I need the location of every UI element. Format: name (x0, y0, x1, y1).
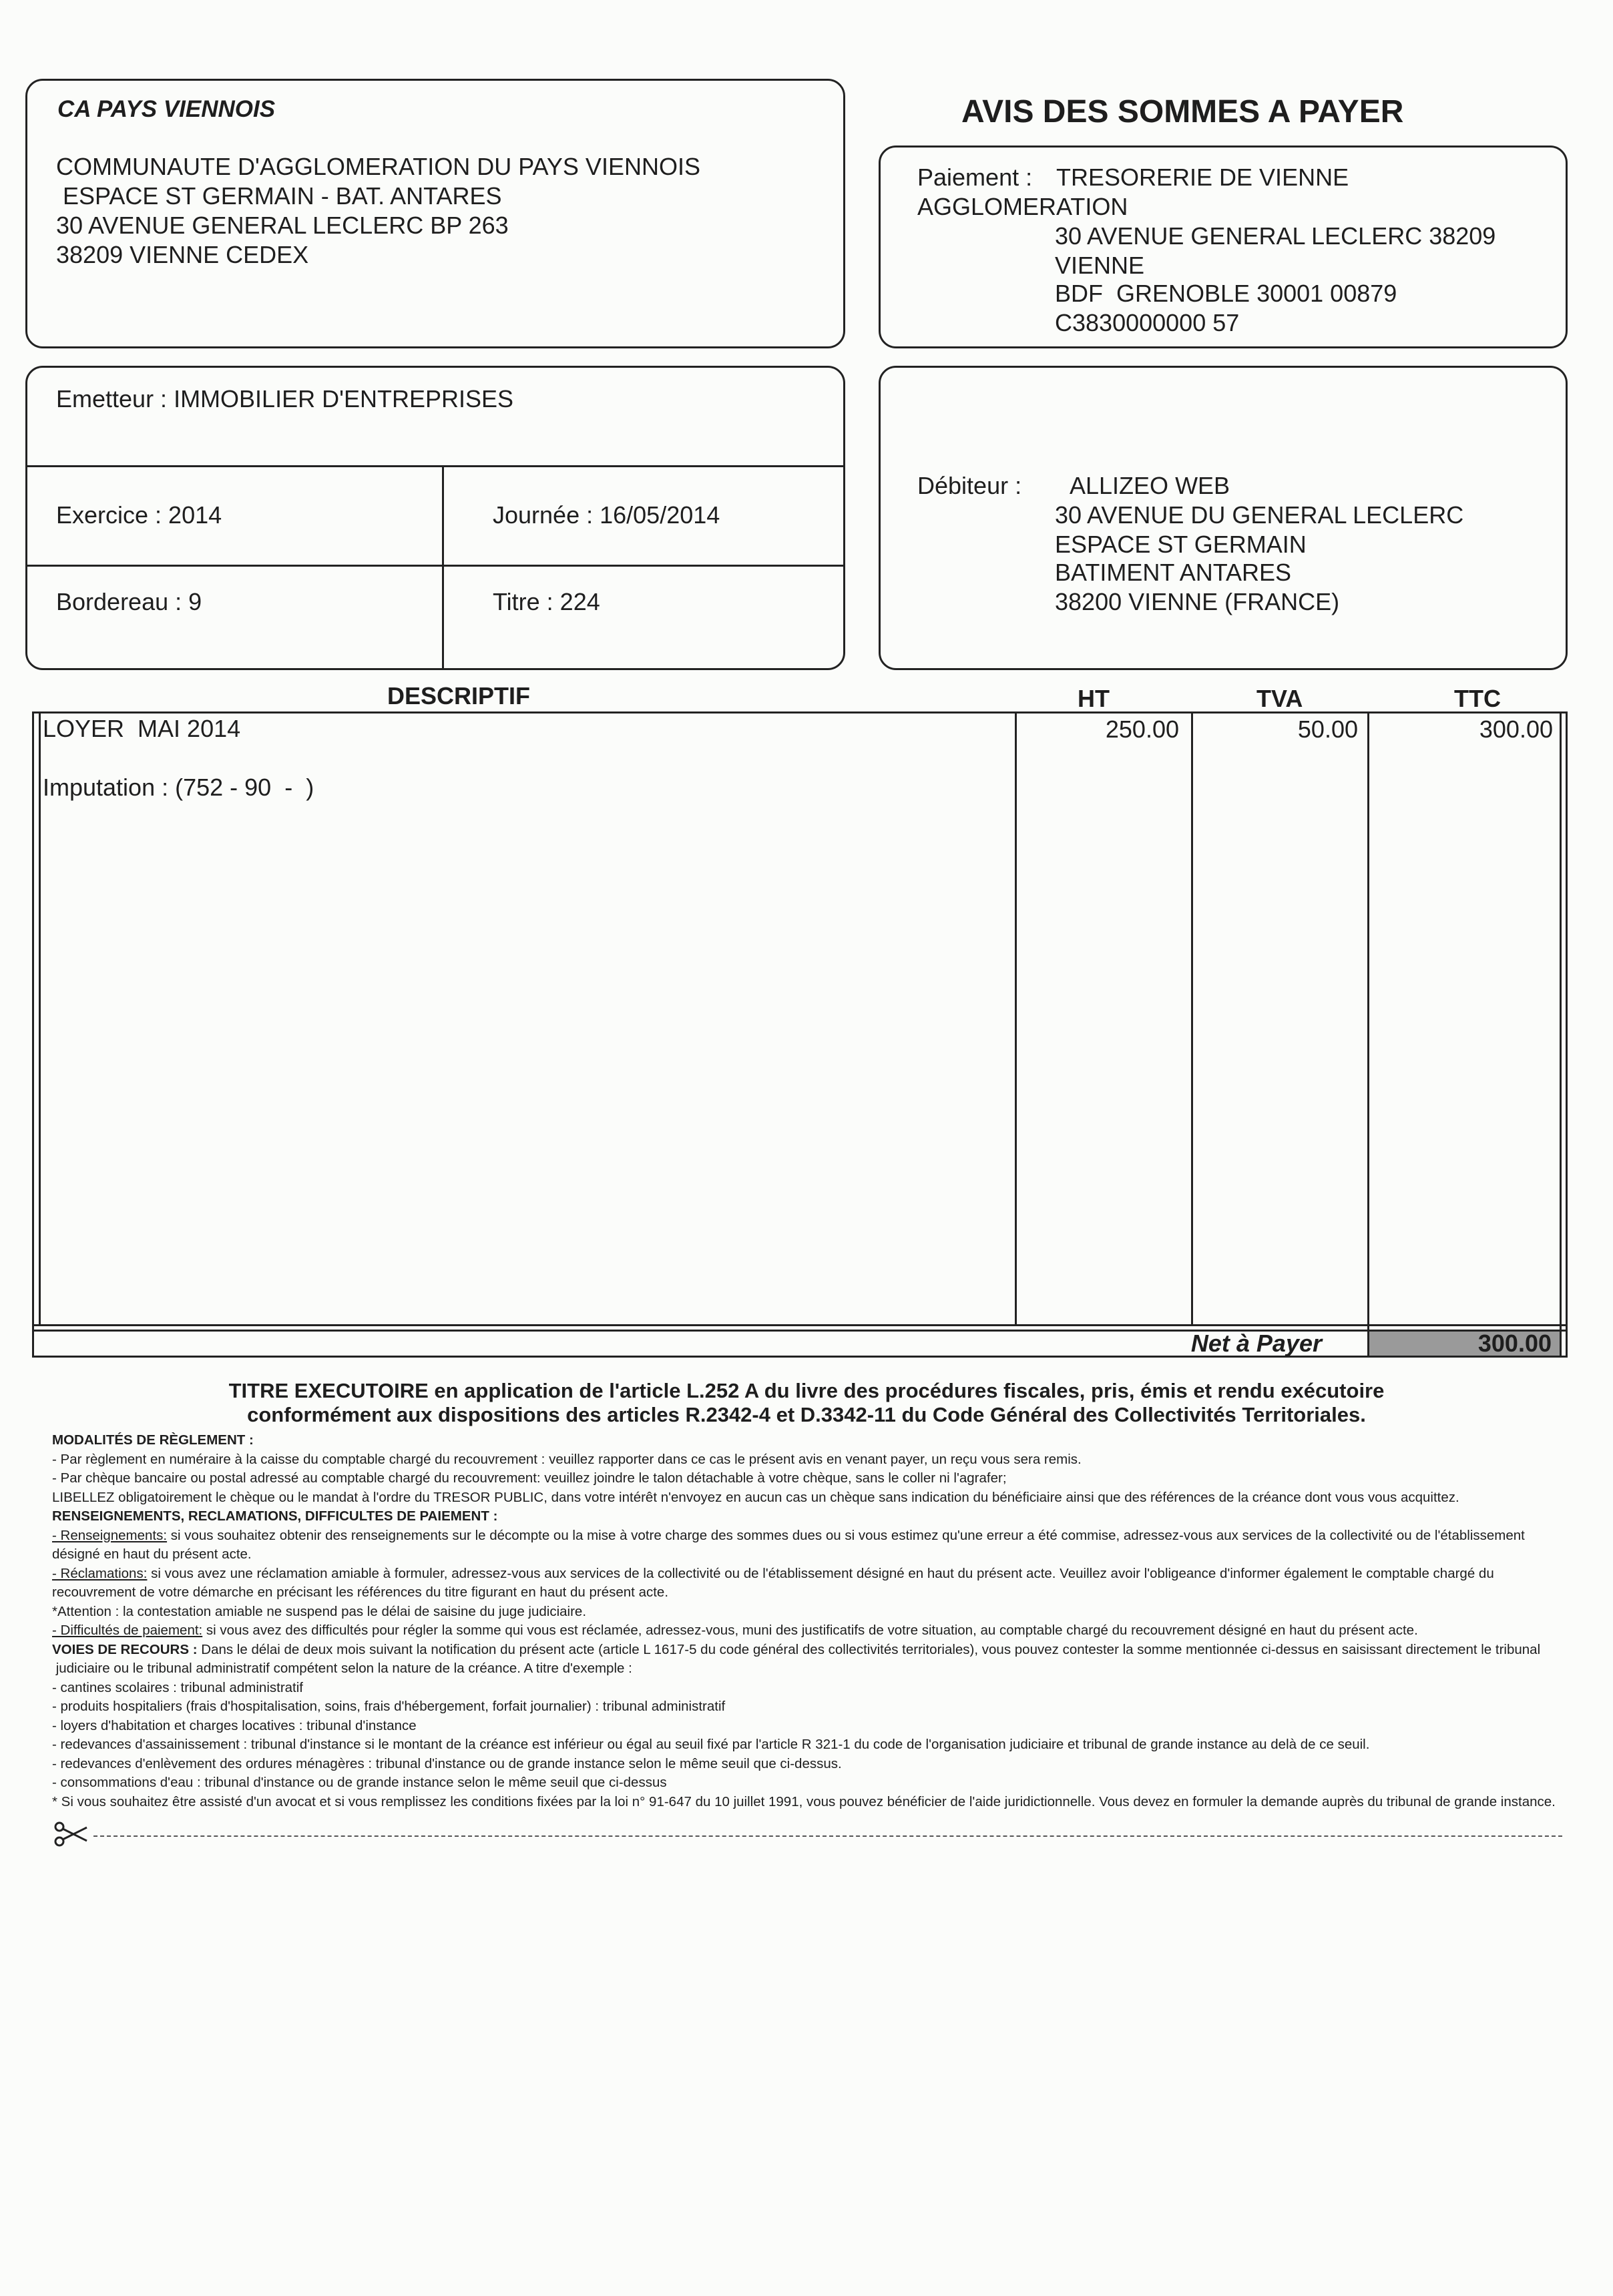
divider (39, 711, 41, 1326)
legal-line-text: Dans le délai de deux mois suivant la notification du présent acte (article L 1617-5 du code général des collectivités territoriales), vous pouvez contester la somme mentionnée ci-dessus en saisissant directement le tribunal (197, 1641, 1541, 1657)
legal-line: judiciaire ou le tribunal administratif compétent selon la nature de la créance. A titre d'exemple : (52, 1661, 632, 1676)
legal-subheading: - Renseignements: (52, 1527, 168, 1543)
legal-title-line: conformément aux dispositions des articles R.2342-4 et D.3342-11 du Code Général des Collectivités Territoriales. (247, 1403, 1366, 1426)
legal-line: recouvrement de votre démarche en précisant les références du titre figurant en haut du présent acte. (52, 1585, 669, 1600)
payment-line: C3830000000 57 (1055, 309, 1240, 336)
payment-line: AGGLOMERATION (917, 193, 1128, 220)
net-label: Net à Payer (1190, 1330, 1322, 1357)
legal-line (52, 1526, 1568, 1546)
divider (32, 1324, 1568, 1326)
imputation: Imputation : (752 - 90 - ) (43, 774, 314, 801)
legal-line-text: si vous souhaitez obtenir des renseignements sur le décompte ou la mise à votre charge des sommes dues ou si vous estimez qu'une erreur a été commise, adressez-vous aux services de la collectivité ou de l'établissement (167, 1527, 1525, 1543)
document-title: AVIS DES SOMMES A PAYER (961, 94, 1404, 129)
legal-line: - Par chèque bancaire ou postal adressé au comptable chargé du recouvrement: veuillez joindre le talon détachable à votre chèque, sans le coller ni l'agrafer; (52, 1470, 1007, 1486)
legal-line-text: si vous avez une réclamation amiable à formuler, adressez-vous aux services de la collectivité ou de l'établissement désigné en haut du présent acte. Veuillez avoir l'obligeance d'informer également le comptable chargé du (147, 1565, 1494, 1581)
item-ht: 250.00 (1105, 715, 1179, 743)
debtor-label: Débiteur : (917, 472, 1022, 499)
legal-line: - redevances d'enlèvement des ordures ménagères : tribunal d'instance ou de grande instance selon le même seuil que ci-dessus. (52, 1755, 842, 1771)
issuer-line: 38209 VIENNE CEDEX (56, 241, 309, 268)
items-table (32, 711, 1568, 1358)
col-header-descriptif: DESCRIPTIF (387, 682, 531, 709)
emitter-label: Emetteur : IMMOBILIER D'ENTREPRISES (56, 385, 514, 412)
legal-line-text: si vous avez des difficultés pour régler la somme qui vous est réclamée, adressez-vous, muni des justificatifs de votre situation, au comptable chargé du recouvrement désigné en haut du présent acte. (202, 1623, 1418, 1638)
cut-line (93, 1835, 1562, 1837)
legal-line: désigné en haut du présent acte. (52, 1546, 252, 1562)
titre-field: Titre : 224 (493, 588, 600, 615)
issuer-line: COMMUNAUTE D'AGGLOMERATION DU PAYS VIENNOIS (56, 153, 700, 180)
divider (27, 565, 844, 567)
divider (1367, 711, 1369, 1358)
col-header-ht: HT (1078, 685, 1110, 712)
legal-heading: MODALITÉS DE RÈGLEMENT : (52, 1432, 254, 1448)
legal-line: - consommations d'eau : tribunal d'instance ou de grande instance selon le même seuil que ci-dessus (52, 1775, 667, 1790)
col-header-tva: TVA (1256, 685, 1303, 712)
payment-line: 30 AVENUE GENERAL LECLERC 38209 (1055, 222, 1496, 250)
divider (1560, 711, 1562, 1358)
legal-line: - cantines scolaires : tribunal administratif (52, 1679, 303, 1695)
col-header-ttc: TTC (1454, 685, 1501, 712)
scissors-icon (53, 1821, 88, 1847)
legal-line (52, 1641, 1568, 1660)
legal-title (27, 1379, 1586, 1427)
legal-line: - redevances d'assainissement : tribunal d'instance si le montant de la créance est inférieur ou égal au seuil fixé par l'article R 321-1 du code de l'organisation judiciaire et tribunal de grande instance au delà de ce seuil. (52, 1737, 1370, 1752)
issuer-line: ESPACE ST GERMAIN - BAT. ANTARES (56, 182, 502, 210)
bordereau-field: Bordereau : 9 (56, 588, 202, 615)
legal-line: - Par règlement en numéraire à la caisse du comptable chargé du recouvrement : veuillez rapporter dans ce cas le présent avis en venant payer, un reçu vous sera remis. (52, 1451, 1082, 1467)
payment-label: Paiement : (917, 164, 1033, 191)
item-description: LOYER MAI 2014 (43, 715, 241, 742)
divider (1015, 711, 1017, 1326)
divider (1191, 711, 1193, 1326)
legal-line: - loyers d'habitation et charges locatives : tribunal d'instance (52, 1717, 417, 1733)
legal-heading: VOIES DE RECOURS : (52, 1641, 198, 1657)
payment-line: TRESORERIE DE VIENNE (1056, 164, 1349, 191)
legal-subheading: - Réclamations: (52, 1565, 148, 1581)
legal-line: *Attention : la contestation amiable ne suspend pas le délai de saisine du juge judiciaire. (52, 1603, 587, 1619)
divider (27, 465, 844, 467)
legal-line (52, 1564, 1568, 1584)
issuer-short-name: CA PAYS VIENNOIS (57, 96, 276, 122)
debtor-line: BATIMENT ANTARES (1055, 559, 1292, 586)
divider (32, 1330, 1568, 1332)
divider (442, 466, 444, 669)
legal-heading: RENSEIGNEMENTS, RECLAMATIONS, DIFFICULTES DE PAIEMENT : (52, 1508, 498, 1524)
item-ttc: 300.00 (1479, 715, 1553, 743)
legal-text (52, 1431, 1568, 1811)
net-total: 300.00 (1477, 1330, 1552, 1357)
legal-subheading: - Difficultés de paiement: (52, 1623, 203, 1638)
legal-title-line: TITRE EXECUTOIRE en application de l'article L.252 A du livre des procédures fiscales, pris, émis et rendu exécutoire (228, 1379, 1385, 1402)
item-tva: 50.00 (1297, 715, 1358, 743)
payment-line: BDF GRENOBLE 30001 00879 (1055, 280, 1397, 307)
legal-line: * Si vous souhaitez être assisté d'un avocat et si vous remplissez les conditions fixées par la loi n° 91-647 du 10 juillet 1991, vous pouvez bénéficier de l'aide juridictionnelle. Vous devez en formuler la demande auprès du tribunal de grande instance. (52, 1793, 1556, 1809)
exercice-field: Exercice : 2014 (56, 501, 222, 529)
journee-field: Journée : 16/05/2014 (493, 501, 720, 529)
debtor-line: ALLIZEO WEB (1070, 472, 1230, 499)
payment-line: VIENNE (1055, 252, 1145, 279)
legal-line (52, 1621, 1568, 1641)
issuer-line: 30 AVENUE GENERAL LECLERC BP 263 (56, 212, 509, 239)
legal-line: - produits hospitaliers (frais d'hospitalisation, soins, frais d'hébergement, forfait journalier) : tribunal administratif (52, 1699, 726, 1714)
debtor-line: ESPACE ST GERMAIN (1055, 531, 1307, 558)
legal-line: LIBELLEZ obligatoirement le chèque ou le mandat à l'ordre du TRESOR PUBLIC, dans votre intérêt n'envoyez en aucun cas un chèque sans indication du bénéficiaire ainsi que des références de la créance dont vous vous acquittez. (52, 1489, 1459, 1505)
debtor-line: 38200 VIENNE (FRANCE) (1055, 588, 1340, 615)
debtor-line: 30 AVENUE DU GENERAL LECLERC (1055, 501, 1464, 529)
